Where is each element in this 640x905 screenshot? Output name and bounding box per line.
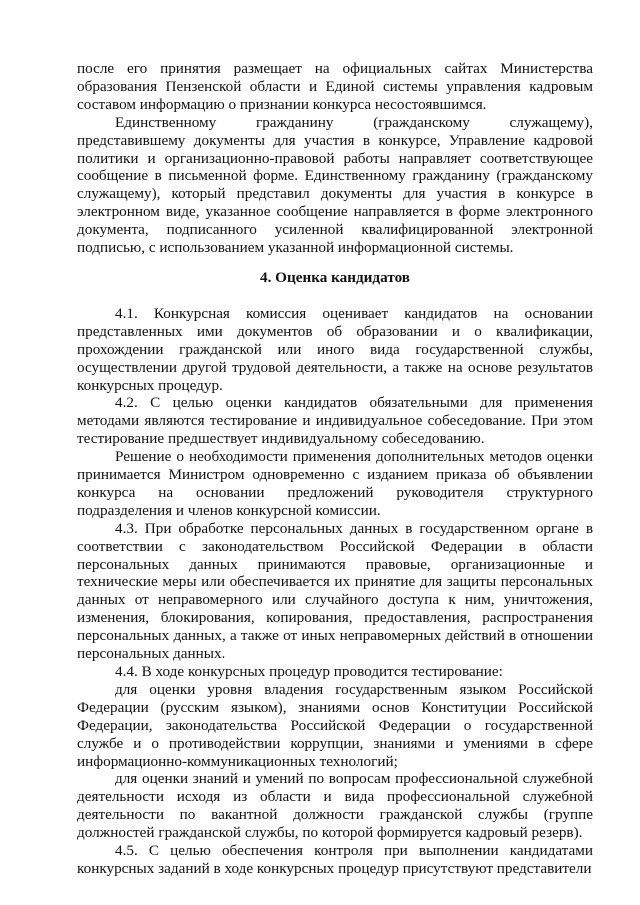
paragraph-4-1: 4.1. Конкурсная комиссия оценивает кандидатов на основании представленных ими документов об образовании и о квалификации, прохождении гражданской или иного вида государственной службы, осуществлении другой трудовой деятельности, а также на основе результатов конкурсных процедур. <box>77 304 593 394</box>
paragraph-testing-professional: для оценки знаний и умений по вопросам профессиональной служебной деятельности исходя из области и вида профессиональной служебной деятельности по вакантной должности гражданской службы (группе должностей гражданской службы, по которой формируется кадровый резерв). <box>77 770 593 842</box>
paragraph-single-candidate-notice: Единственному гражданину (гражданскому служащему), представившему документы для участия в конкурсе, Управление кадровой политики и организационно-правовой работы направляет соответствующее сообщение в письменной форме. Единственному гражданину (гражданскому служащему), который представил документы для участия в конкурсе в электронном виде, указанное сообщение направляется в форме электронного документа, подписанного усиленной квалифицированной электронной подписью, с использованием указанной информационной системы. <box>77 113 593 257</box>
paragraph-additional-methods: Решение о необходимости применения дополнительных методов оценки принимается Министром одновременно с изданием приказа об объявлении конкурса на основании предложений руководителя структурного подразделения и членов конкурсной комиссии. <box>77 448 593 519</box>
section-heading: 4. Оценка кандидатов <box>259 268 410 286</box>
paragraph-4-5: 4.5. С целью обеспечения контроля при выполнении кандидатами конкурсных заданий в ходе конкурсных процедур присутствуют представители <box>77 842 593 877</box>
paragraph-4-3: 4.3. При обработке персональных данных в государственном органе в соответствии с законодательством Российской Федерации в области персональных данных принимаются правовые, организационные и технические меры или обеспечивается их принятие для защиты персональных данных от неправомерного или случайного доступа к ним, уничтожения, изменения, блокирования, копирования, предоставления, распространения персональных данных, а также от иных неправомерных действий в отношении персональных данных. <box>77 519 593 663</box>
paragraph-4-2: 4.2. С целью оценки кандидатов обязательными для применения методами являются тестирование и индивидуальное собеседование. При этом тестирование предшествует индивидуальному собеседованию. <box>77 394 593 448</box>
document-page <box>77 60 593 878</box>
paragraph-continuation: после его принятия размещает на официальных сайтах Министерства образования Пензенской области и Единой системы управления кадровым составом информацию о признании конкурса несостоявшимся. <box>77 60 593 113</box>
paragraph-4-4: 4.4. В ходе конкурсных процедур проводится тестирование: <box>115 663 503 680</box>
paragraph-testing-language: для оценки уровня владения государственным языком Российской Федерации (русским языком), знаниями основ Конституции Российской Федерации, законодательства Российской Федерации о государственной службе и о противодействии коррупции, знаниями и умениями в сфере информационно-коммуникационных технологий; <box>77 680 593 770</box>
